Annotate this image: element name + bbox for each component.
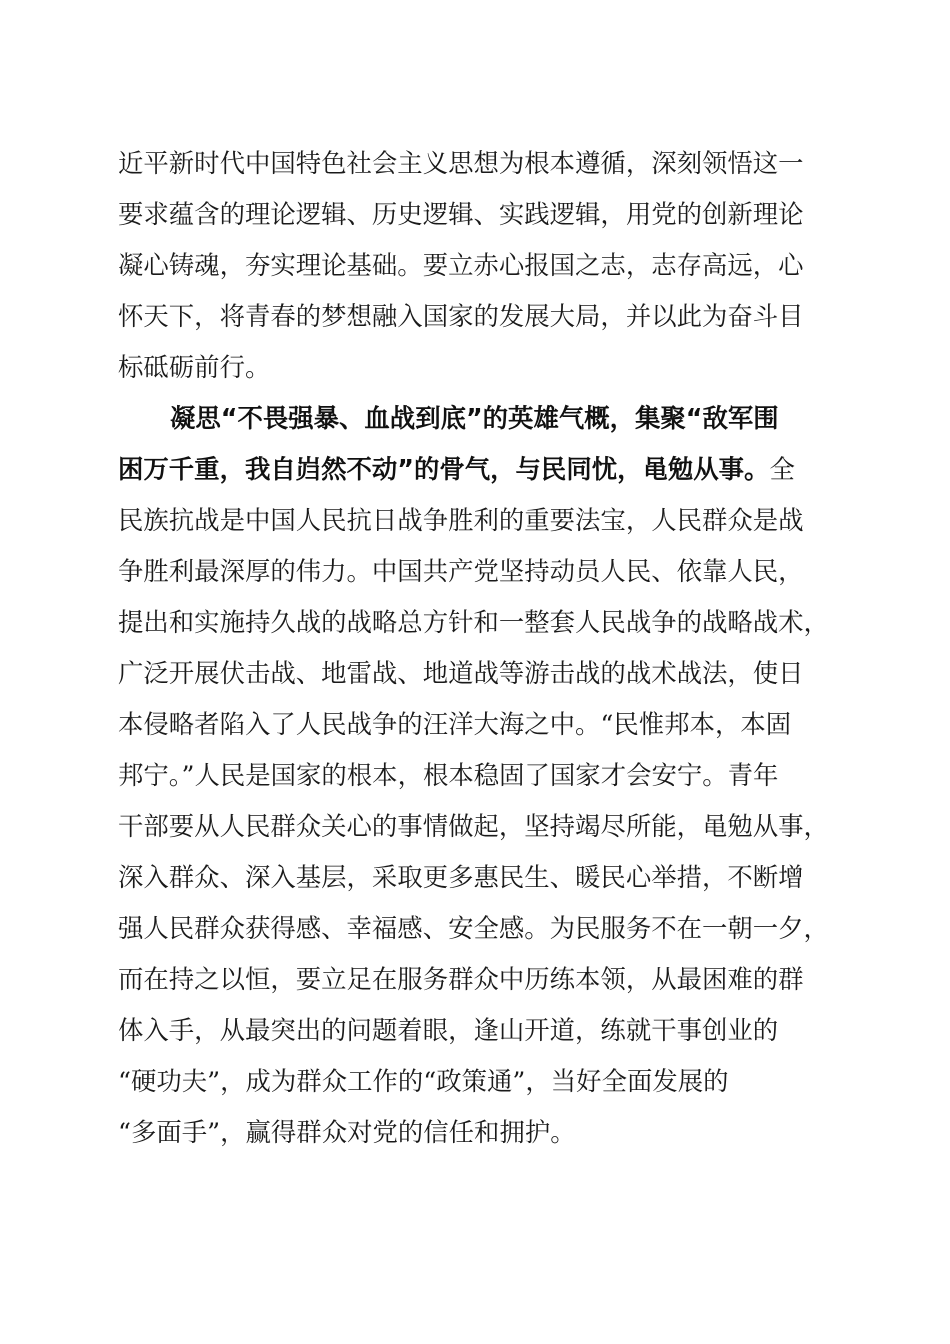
text-line: 要求蕴含的理论逻辑、历史逻辑、实践逻辑，用党的创新理论 xyxy=(118,199,804,229)
text-line: 怀天下，将青春的梦想融入国家的发展大局，并以此为奋斗目 xyxy=(118,301,804,331)
text-line: 干部要从人民群众关心的事情做起，坚持竭尽所能，黾勉从事， xyxy=(118,811,829,841)
text-line: 强人民群众获得感、幸福感、安全感。为民服务不在一朝一夕， xyxy=(118,913,829,943)
text-line: 广泛开展伏击战、地雷战、地道战等游击战的战术战法，使日 xyxy=(118,658,804,688)
text-line: 凝心铸魂，夯实理论基础。要立赤心报国之志，志存高远，心 xyxy=(118,250,804,280)
text-line: 邦宁。”人民是国家的根本，根本稳固了国家才会安宁。青年 xyxy=(118,760,779,790)
text-line: 提出和实施持久战的战略总方针和一整套人民战争的战略战术， xyxy=(118,607,829,637)
text-line: 近平新时代中国特色社会主义思想为根本遵循，深刻领悟这一 xyxy=(118,148,804,178)
heading-tail-text: 全 xyxy=(769,454,795,484)
section-heading-line xyxy=(118,449,830,489)
text-line: 深入群众、深入基层，采取更多惠民生、暖民心举措，不断增 xyxy=(118,862,804,892)
section-heading-line: 凝思“不畏强暴、血战到底”的英雄气概，集聚“敌军围 xyxy=(170,403,779,433)
text-line: “硬功夫”，成为群众工作的“政策通”，当好全面发展的 xyxy=(118,1066,729,1096)
section-heading-text: 困万千重，我自岿然不动”的骨气，与民同忧，黾勉从事。 xyxy=(118,454,770,484)
text-line: 而在持之以恒，要立足在服务群众中历练本领，从最困难的群 xyxy=(118,964,804,994)
text-line: 本侵略者陷入了人民战争的汪洋大海之中。“民惟邦本，本固 xyxy=(118,709,792,739)
text-line: 标砥砺前行。 xyxy=(118,352,271,382)
text-line: “多面手”，赢得群众对党的信任和拥护。 xyxy=(118,1117,576,1147)
text-line: 体入手，从最突出的问题着眼，逢山开道，练就干事创业的 xyxy=(118,1015,779,1045)
text-line: 民族抗战是中国人民抗日战争胜利的重要法宝，人民群众是战 xyxy=(118,505,804,535)
text-line: 争胜利最深厚的伟力。中国共产党坚持动员人民、依靠人民， xyxy=(118,556,804,586)
